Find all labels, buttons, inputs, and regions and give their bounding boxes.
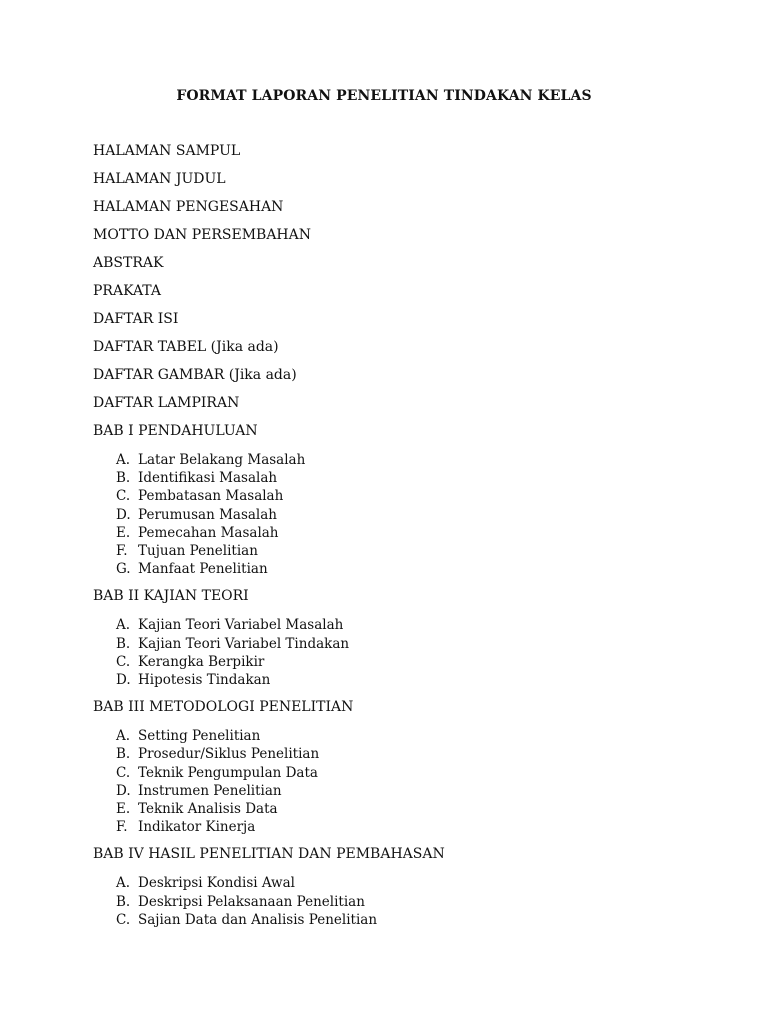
front-matter-item: PRAKATA (93, 283, 161, 299)
front-matter-item: DAFTAR ISI (93, 311, 179, 327)
list-letter: B. (116, 893, 131, 910)
list-letter: C. (116, 488, 131, 505)
list-item (93, 818, 713, 836)
list-letter: A. (116, 452, 131, 468)
list-letter: A. (116, 728, 131, 745)
chapter-heading: BAB IV HASIL PENELITIAN DAN PEMBAHASAN (93, 846, 445, 863)
list-item (93, 874, 713, 892)
list-letter: B. (116, 746, 131, 763)
list-item (93, 911, 713, 929)
list-text: Identifikasi Masalah (138, 470, 278, 487)
list-item (93, 542, 713, 560)
outline (93, 143, 713, 939)
front-matter-item: HALAMAN SAMPUL (93, 143, 241, 159)
list-letter: G. (116, 561, 131, 578)
list-letter: D. (116, 782, 131, 799)
front-matter-item: MOTTO DAN PERSEMBAHAN (93, 227, 312, 243)
front-matter-item: DAFTAR GAMBAR (Jika ada) (93, 367, 297, 383)
list-item (93, 727, 713, 745)
list-item (93, 487, 713, 505)
list-text: Perumusan Masalah (138, 506, 277, 523)
front-matter-item: DAFTAR TABEL (Jika ada) (93, 339, 279, 355)
list-letter: C. (116, 764, 131, 781)
list-text: Hipotesis Tindakan (138, 672, 271, 689)
list-item (93, 524, 713, 542)
list-text: Kajian Teori Variabel Tindakan (138, 635, 350, 652)
list-item (93, 671, 713, 689)
list-letter: F. (116, 819, 128, 836)
list-text: Kajian Teori Variabel Masalah (138, 617, 344, 634)
front-matter-item: DAFTAR LAMPIRAN (93, 395, 240, 411)
list-text: Deskripsi Kondisi Awal (138, 875, 295, 892)
list-letter: E. (116, 801, 131, 818)
chapter-heading: BAB II KAJIAN TEORI (93, 588, 249, 605)
list-letter: C. (116, 911, 131, 928)
list-text: Pemecahan Masalah (138, 524, 279, 541)
list-text: Teknik Pengumpulan Data (138, 764, 318, 781)
list-text: Setting Penelitian (138, 728, 261, 745)
list-text: Manfaat Penelitian (138, 561, 268, 578)
list-item (93, 800, 713, 818)
list-item (93, 506, 713, 524)
chapter-1-list (93, 451, 713, 578)
list-letter: E. (116, 524, 131, 541)
list-text: Instrumen Penelitian (138, 782, 282, 799)
chapter-heading: BAB III METODOLOGI PENELITIAN (93, 699, 354, 716)
list-letter: C. (116, 653, 131, 670)
chapter-3-list (93, 727, 713, 836)
list-letter: D. (116, 506, 131, 523)
list-text: Kerangka Berpikir (138, 653, 265, 670)
list-letter: B. (116, 470, 131, 487)
list-text: Latar Belakang Masalah (138, 452, 306, 468)
list-item (93, 635, 713, 653)
list-text: Sajian Data dan Analisis Penelitian (138, 911, 378, 928)
front-matter-item: ABSTRAK (93, 255, 164, 271)
list-text: Tujuan Penelitian (138, 543, 258, 560)
list-letter: D. (116, 672, 131, 689)
list-text: Deskripsi Pelaksanaan Penelitian (138, 893, 365, 910)
list-text: Teknik Analisis Data (138, 801, 278, 818)
chapter-4-list (93, 874, 713, 929)
front-matter-item: HALAMAN JUDUL (93, 171, 226, 187)
list-text: Prosedur/Siklus Penelitian (138, 746, 320, 763)
list-text: Indikator Kinerja (138, 819, 256, 836)
document-title: FORMAT LAPORAN PENELITIAN TINDAKAN KELAS (176, 88, 592, 104)
list-text: Pembatasan Masalah (138, 488, 284, 505)
chapter-heading: BAB I PENDAHULUAN (93, 423, 258, 439)
list-letter: A. (116, 617, 131, 634)
list-letter: A. (116, 875, 131, 892)
list-item (93, 893, 713, 911)
front-matter-item: HALAMAN PENGESAHAN (93, 199, 284, 215)
list-letter: B. (116, 635, 131, 652)
list-item (93, 745, 713, 763)
list-item (93, 616, 713, 634)
list-item (93, 653, 713, 671)
list-item (93, 764, 713, 782)
list-item (93, 469, 713, 487)
list-item (93, 451, 713, 469)
list-item (93, 560, 713, 578)
list-letter: F. (116, 543, 128, 560)
list-item (93, 782, 713, 800)
chapter-2-list (93, 616, 713, 689)
